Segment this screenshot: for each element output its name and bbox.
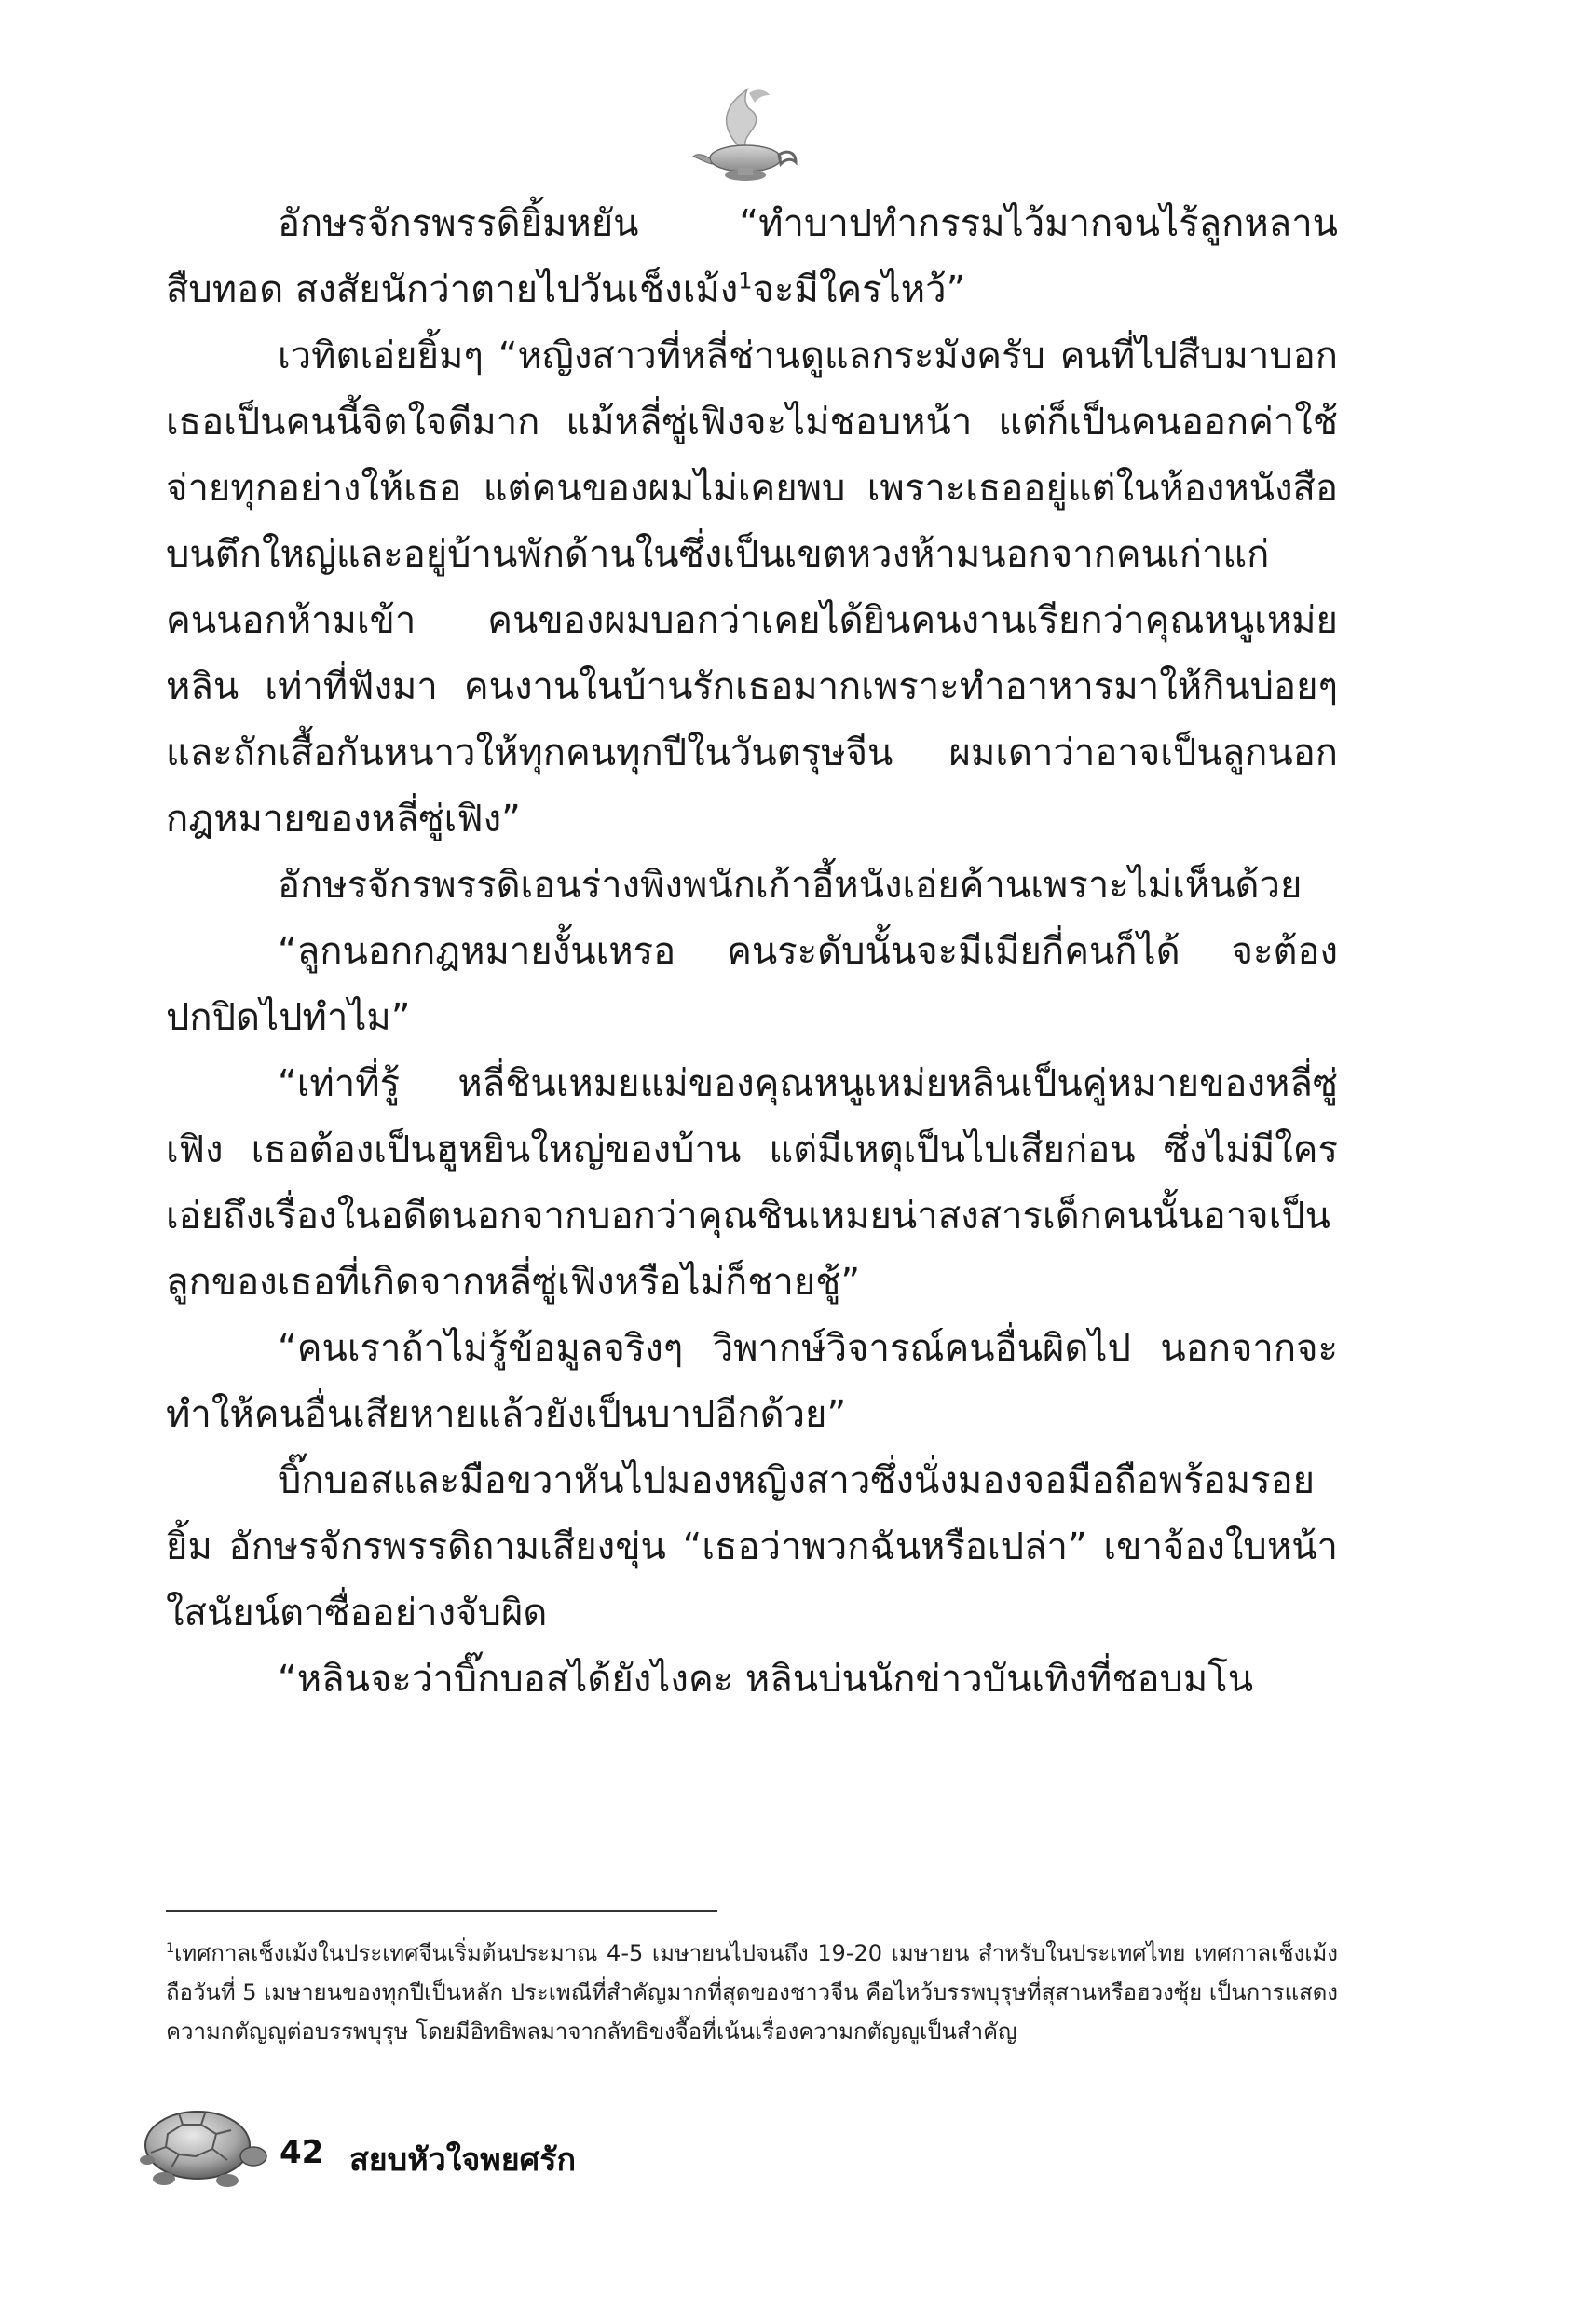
footnote-text: เทศกาลเช็งเม้งในประเทศจีนเริ่มต้นประมาณ 4-5 เมษายนไปจนถึง 19-20 เมษายน สำหรับในประเทศไทย เทศกาลเช็งเม้งถือวันที่ 5 เมษายนของทุกปีเป็นหลัก ประเพณีที่สำคัญมากที่สุดของชาวจีน คือไหว้บรรพบุรุษที่สุสานหรือฮวงซุ้ย เป็นการแสดงความกตัญญูต่อบรรพบุรุษ โดยมีอิทธิพลมาจากลัทธิขงจื๊อที่เน้นเรื่องความกตัญญูเป็นสำคัญ — [166, 1940, 1338, 2044]
paragraph: “คนเราถ้าไม่รู้ข้อมูลจริงๆ วิพากษ์วิจารณ์คนอื่นผิดไป นอกจากจะทำให้คนอื่นเสียหายแล้วยังเป็นบาปอีกด้วย” — [166, 1327, 1338, 1436]
footnote-divider — [166, 1910, 717, 1912]
paragraph-text-tail: จะมีใครไหว้” — [752, 268, 966, 311]
paragraph: บิ๊กบอสและมือขวาหันไปมองหญิงสาวซึ่งนั่งมองจอมือถือพร้อมรอยยิ้ม อักษรจักรพรรดิถามเสียงขุ่น “เธอว่าพวกฉันหรือเปล่า” เขาจ้องใบหน้าใสนัยน์ตาซื่ออย่างจับผิด — [166, 1459, 1338, 1634]
turtle-icon — [130, 2087, 270, 2199]
paragraph: “หลินจะว่าบิ๊กบอสได้ยังไงคะ หลินบ่นนักข่าวบันเทิงที่ชอบมโน — [278, 1658, 1254, 1701]
paragraph — [166, 191, 1338, 323]
book-title: สยบหัวใจพยศรัก — [349, 2141, 577, 2179]
footnote-marker[interactable]: 1 — [738, 267, 753, 294]
paragraph: “ลูกนอกกฎหมายงั้นเหรอ คนระดับนั้นจะมีเมียกี่คนก็ได้ จะต้องปกปิดไปทำไม” — [166, 930, 1338, 1039]
footnote — [166, 1934, 1338, 2051]
paragraph-text: อักษรจักรพรรดิยิ้มหยัน “ทำบาปทำกรรมไว้มากจนไร้ลูกหลานสืบทอด สงสัยนักว่าตายไปวันเช็งเม้ง — [166, 202, 1338, 311]
paragraph: เวทิตเอ่ยยิ้มๆ “หญิงสาวที่หลี่ช่านดูแลกระมังครับ คนที่ไปสืบมาบอกเธอเป็นคนนี้จิตใจดีมาก แม้หลี่ซู่เฟิงจะไม่ชอบหน้า แต่ก็เป็นคนออกค่าใช้จ่ายทุกอย่างให้เธอ แต่คนของผมไม่เคยพบ เพราะเธออยู่แต่ในห้องหนังสือบนตึกใหญ่และอยู่บ้านพักด้านในซึ่งเป็นเขตหวงห้ามนอกจากคนเก่าแก่ คนนอกห้ามเข้า คนของผมบอกว่าเคยได้ยินคนงานเรียกว่าคุณหนูเหม่ยหลิน เท่าที่ฟังมา คนงานในบ้านรักเธอมากเพราะทำอาหารมาให้กินบ่อยๆ และถักเสื้อกันหนาวให้ทุกคนทุกปีในวันตรุษจีน ผมเดาว่าอาจเป็นลูกนอกกฎหมายของหลี่ซู่เฟิง” — [166, 335, 1338, 841]
genie-lamp-icon — [691, 82, 799, 186]
page-footer — [130, 2087, 783, 2208]
paragraph: “เท่าที่รู้ หลี่ชินเหมยแม่ของคุณหนูเหม่ยหลินเป็นคู่หมายของหลี่ซู่เฟิง เธอต้องเป็นฮูหยินใหญ่ของบ้าน แต่มีเหตุเป็นไปเสียก่อน ซึ่งไม่มีใครเอ่ยถึงเรื่องในอดีตนอกจากบอกว่าคุณชินเหมยน่าสงสารเด็กคนนั้นอาจเป็นลูกของเธอที่เกิดจากหลี่ซู่เฟิงหรือไม่ก็ชายชู้” — [166, 1062, 1338, 1304]
footnote-number: 1 — [166, 1941, 175, 1956]
page-number: 42 — [280, 2134, 324, 2171]
body-text — [166, 191, 1338, 1713]
paragraph: อักษรจักรพรรดิเอนร่างพิงพนักเก้าอี้หนังเอ่ยค้านเพราะไม่เห็นด้วย — [278, 864, 1303, 907]
